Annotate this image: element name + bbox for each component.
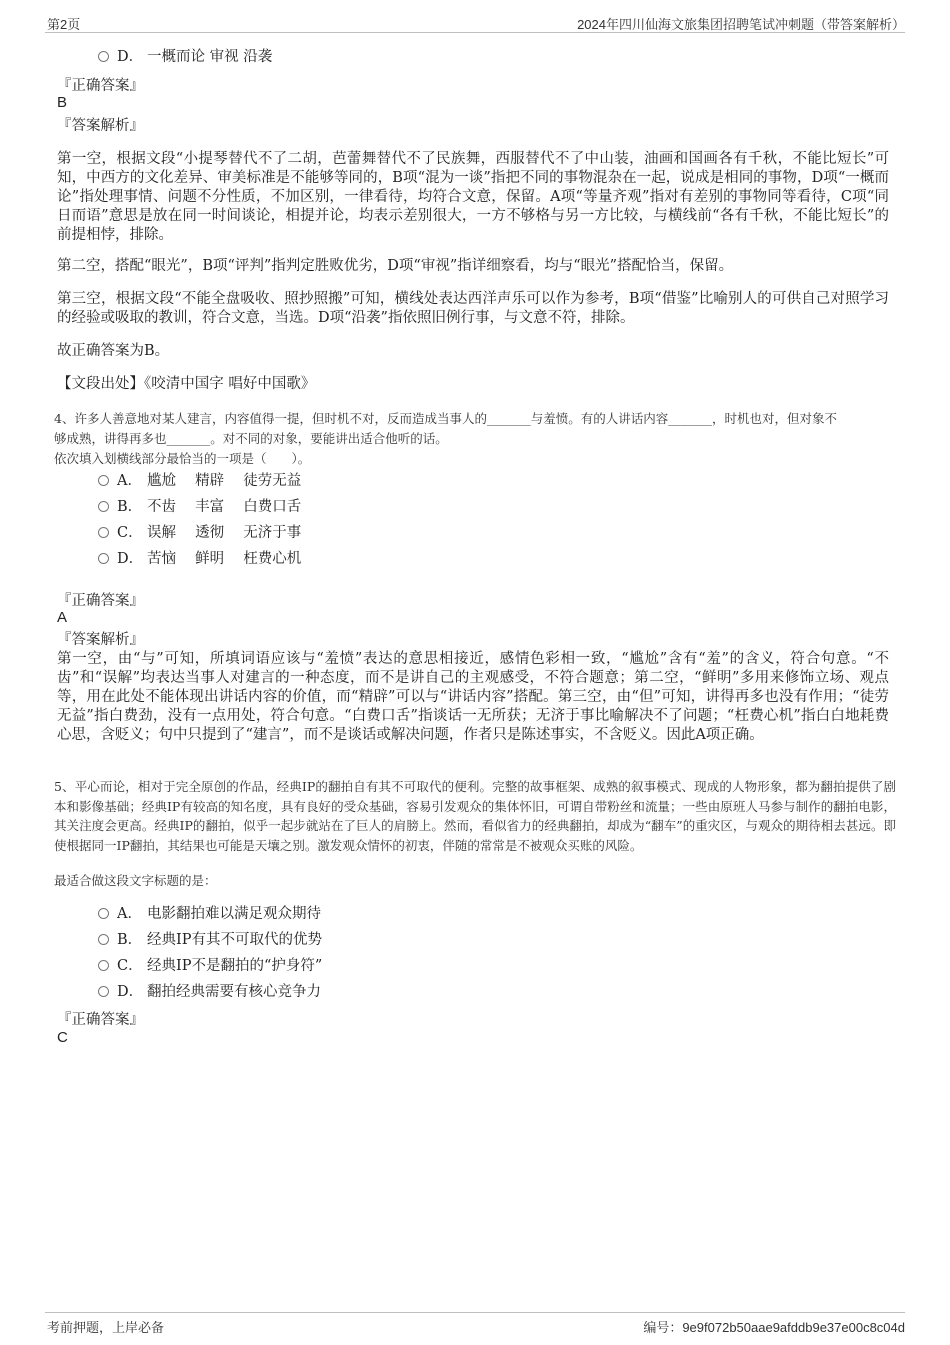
page-header <box>45 14 905 33</box>
radio-icon[interactable] <box>98 51 109 62</box>
analysis-label: 『答案解析』 <box>57 632 144 648</box>
correct-answer-value: B <box>57 94 68 111</box>
radio-icon[interactable] <box>98 527 109 538</box>
correct-answer-label: 『正确答案』 <box>57 1012 144 1028</box>
radio-icon[interactable] <box>98 553 109 564</box>
page-footer <box>45 1312 905 1335</box>
q5-option-c[interactable]: C． 经典IP不是翻拍的“护身符” <box>98 956 322 976</box>
document-title: 2024年四川仙海文旅集团招聘笔试冲刺题（带答案解析） <box>577 17 905 32</box>
q5-question: 最适合做这段文字标题的是： <box>54 873 217 888</box>
radio-icon[interactable] <box>98 501 109 512</box>
radio-icon[interactable] <box>98 908 109 919</box>
analysis-paragraph: 第三空，根据文段“不能全盘吸收、照抄照搬”可知，横线处表达西洋声乐可以作为参考，B项“借鉴”比喻别人的可供自己对照学习的经验或吸取的教训，符合文意，当选。D项“沿袭”指依照旧例行事，与文意不符，排除。 <box>57 291 889 326</box>
q5-option-d[interactable]: D． 翻拍经典需要有核心竞争力 <box>98 982 321 1002</box>
q3-option-d[interactable]: D． 一概而论 审视 沿袭 <box>98 47 272 67</box>
source-citation: 【文段出处】《咬清中国字 唱好中国歌》 <box>57 376 316 392</box>
radio-icon[interactable] <box>98 934 109 945</box>
analysis-conclusion: 故正确答案为B。 <box>57 343 170 359</box>
q5-option-b[interactable]: B． 经典IP有其不可取代的优势 <box>98 930 322 950</box>
correct-answer-value: A <box>57 609 68 626</box>
radio-icon[interactable] <box>98 986 109 997</box>
analysis-label: 『答案解析』 <box>57 118 144 134</box>
q4-option-c[interactable]: C． 误解 透彻 无济于事 <box>98 523 301 543</box>
document-id: 编号：9e9f072b50aae9afddb9e37e00c8c04d <box>643 1320 905 1335</box>
q4-stem: 依次填入划横线部分最恰当的一项是（ ）。 <box>54 451 311 466</box>
q4-option-d[interactable]: D． 苦恼 鲜明 枉费心机 <box>98 549 301 569</box>
footer-slogan: 考前押题，上岸必备 <box>47 1320 165 1335</box>
correct-answer-value: C <box>57 1029 68 1046</box>
q4-option-b[interactable]: B． 不齿 丰富 白费口舌 <box>98 497 301 517</box>
correct-answer-label: 『正确答案』 <box>57 593 144 609</box>
q5-option-a[interactable]: A． 电影翻拍难以满足观众期待 <box>98 904 321 924</box>
q4-stem: 够成熟，讲得再多也_______。对不同的对象，要能讲出适合他听的话。 <box>54 431 448 446</box>
correct-answer-label: 『正确答案』 <box>57 78 144 94</box>
page-number: 第2页 <box>47 17 81 32</box>
q5-stem: 5、平心而论，相对于完全原创的作品，经典IP的翻拍自有其不可取代的便利。完整的故事框架、成熟的叙事模式、现成的人物形象，都为翻拍提供了剧本和影像基础；经典IP有较高的知名度，具有良好的受众基础，容易引发观众的集体怀旧，可谓自带粉丝和流量；一些由原班人马参与制作的翻拍电影，其关注度会更高。经典IP的翻拍，似乎一起步就站在了巨人的肩膀上。然而，看似省力的经典翻拍，却成为“翻车”的重灾区，与观众的期待相去甚远。即使根据同一IP翻拍，其结果也可能是天壤之别。激发观众情怀的初衷，伴随的常常是不被观众买账的风险。 <box>54 779 896 853</box>
analysis-paragraph: 第一空，根据文段“小提琴替代不了二胡，芭蕾舞替代不了民族舞，西服替代不了中山装，油画和国画各有千秋，不能比短长”可知，中西方的文化差异、审美标准是不能够等同的，B项“混为一谈”指把不同的事物混杂在一起，说成是相同的事物，D项“一概而论”指处理事情、问题不分性质，不加区别，一律看待，均符合文意，保留。A项“等量齐观”指对有差别的事物同等看待，C项“同日而语”意思是放在同一时间谈论，相提并论，均表示差别很大，一方不够格与另一方比较，与横线前“各有千秋，不能比短长”的前提相悖，排除。 <box>57 151 889 243</box>
q4-option-a[interactable]: A． 尴尬 精辟 徒劳无益 <box>98 471 301 491</box>
radio-icon[interactable] <box>98 960 109 971</box>
q4-stem: 4、许多人善意地对某人建言，内容值得一提，但时机不对，反而造成当事人的_______与羞愤。有的人讲话内容_______，时机也对，但对象不 <box>54 411 837 426</box>
analysis-paragraph: 第一空，由“与”可知，所填词语应该与“羞愤”表达的意思相接近，感情色彩相一致，“尴尬”含有“羞”的含义，符合句意。“不齿”和“误解”均表达当事人对建言的一种态度，而不是讲自己的主观感受，不符合题意；第二空，“鲜明”多用来修饰立场、观点等，用在此处不能体现出讲话内容的价值，而“精辟”可以与“讲话内容”搭配。第三空，由“但”可知，讲得再多也没有作用；“徒劳无益”指白费劲，没有一点用处，符合句意。“白费口舌”指谈话一无所获；无济于事比喻解决不了问题；“枉费心机”指白白地耗费心思，含贬义；句中只提到了“建言”，而不是谈话或解决问题，作者只是陈述事实，不含贬义。因此A项正确。 <box>57 651 889 743</box>
radio-icon[interactable] <box>98 475 109 486</box>
analysis-paragraph: 第二空，搭配“眼光”，B项“评判”指判定胜败优劣，D项“审视”指详细察看，均与“眼光”搭配恰当，保留。 <box>57 258 734 274</box>
